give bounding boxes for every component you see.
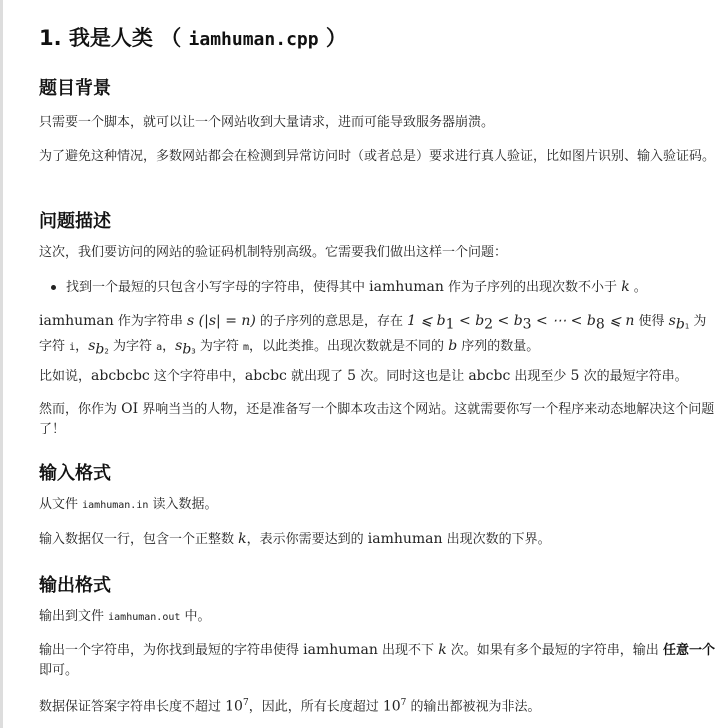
heading-output: 输出格式: [39, 575, 111, 596]
input-filename: iamhuman.in: [82, 500, 149, 511]
t: 次的最短字符串。: [579, 369, 688, 384]
t: 输入数据仅一行，包含一个正整数: [39, 532, 239, 547]
t: 10: [382, 698, 401, 715]
t: 比如说，: [39, 369, 92, 384]
t: 1 ⩽ b: [407, 313, 446, 329]
background-p2: 为了避免这种情况，多数网站都会在检测到异常访问时（或者总是）要求进行真人验证，比如图片识别、输入验证码。: [39, 149, 716, 164]
t: < ⋯ < b: [531, 313, 596, 329]
t: 5: [347, 368, 357, 384]
t: s: [187, 313, 195, 329]
t: 出现不下: [377, 643, 439, 658]
t: m: [243, 342, 250, 354]
t: 1: [445, 316, 455, 333]
t: 作为字符串: [113, 314, 188, 329]
output-filename: iamhuman.out: [108, 612, 181, 623]
t: 8: [595, 316, 605, 333]
t: 中。: [180, 609, 211, 624]
t: 次。同时这也是让: [356, 369, 469, 384]
t: 输出到文件: [39, 609, 109, 624]
t: k: [438, 642, 447, 658]
heading-input: 输入格式: [39, 463, 111, 484]
t: 3: [522, 316, 532, 333]
definition-paragraph: [39, 312, 715, 362]
page-title: [39, 22, 347, 52]
t: b: [675, 316, 685, 333]
bullet-icon: [51, 285, 56, 290]
t: abcbc: [468, 368, 511, 384]
t: 读入数据。: [148, 497, 218, 512]
t: 2: [484, 316, 494, 333]
t: (|s| = n): [194, 313, 256, 329]
t: 从文件: [39, 497, 83, 512]
t: k: [238, 531, 247, 547]
t: 使得: [634, 314, 669, 329]
heading-background: 题目背景: [39, 78, 111, 99]
t: iamhuman: [367, 531, 443, 547]
t: a: [156, 342, 163, 354]
t: ，因此，所有长度超过: [248, 699, 383, 715]
t: 3: [191, 347, 196, 356]
t: b: [448, 338, 458, 355]
t: 为字符: [39, 314, 707, 355]
t: 的子序列的意思是，存在: [255, 314, 408, 329]
description-p4: [39, 400, 715, 439]
t: 的输出都被视为非法。: [406, 699, 541, 715]
t: 次。如果有多个最短的字符串，输出: [446, 643, 663, 658]
t: b: [182, 341, 192, 358]
t: 界响当当的人物，还是准备写一个脚本攻击这个网站。这就需要你写一个程序来动态地解决这个问题了！: [39, 402, 715, 437]
t: ，以此类推。出现次数就是不同的: [249, 339, 449, 355]
t: 出现次数的下界。: [442, 532, 551, 547]
output-p2: [39, 641, 715, 680]
t: iamhuman: [39, 313, 114, 329]
t: 作为子序列的出现次数不小于: [443, 280, 622, 295]
left-border: [0, 0, 3, 728]
t: 为字符: [195, 339, 244, 355]
t: 为字符: [108, 339, 157, 355]
t: 10: [225, 698, 243, 715]
example-paragraph: [39, 367, 715, 387]
input-p1: [39, 495, 715, 516]
t: i: [69, 342, 76, 354]
t: OI: [121, 401, 139, 417]
t: 输出一个字符串，为你找到最短的字符串使得: [39, 643, 304, 658]
t: 2: [104, 347, 109, 356]
t: s: [175, 338, 183, 355]
t: ，: [162, 339, 176, 355]
t: < b: [454, 313, 485, 329]
t: iamhuman: [369, 279, 444, 295]
t: 出现至少: [510, 369, 571, 384]
output-p3: [39, 694, 715, 717]
t: b: [95, 341, 105, 358]
t: 1: [684, 322, 690, 331]
title-text: 1. 我是人类 （: [39, 26, 182, 50]
output-p1: [39, 607, 715, 628]
t: abcbcbc: [91, 368, 150, 384]
heading-description: 问题描述: [39, 211, 111, 232]
t: abcbc: [244, 368, 287, 384]
t: s: [88, 338, 96, 355]
t: 7: [400, 698, 407, 708]
t: < b: [493, 313, 523, 329]
t: 然而，你作为: [39, 402, 122, 417]
t: s: [668, 313, 676, 329]
t: k: [621, 279, 630, 295]
t: 任意一个: [662, 643, 715, 658]
input-p2: [39, 530, 715, 550]
t: ，: [75, 339, 89, 355]
t: 即可。: [39, 662, 79, 678]
t: 7: [242, 698, 249, 708]
title-suffix: ）: [325, 26, 347, 50]
t: ⩽ n: [604, 313, 635, 329]
t: ，表示你需要达到的: [246, 532, 368, 547]
t: 。: [629, 280, 647, 295]
t: 数据保证答案字符串长度不超过: [39, 699, 226, 715]
t: iamhuman: [303, 642, 378, 658]
t: 5: [570, 368, 580, 384]
background-p1: 只需要一个脚本，就可以让一个网站收到大量请求，进而可能导致服务器崩溃。: [39, 115, 495, 130]
title-filename: iamhuman.cpp: [188, 29, 319, 50]
description-p1: 这次，我们要访问的网站的验证码机制特别高级。它需要我们做出这样一个问题：: [39, 245, 508, 260]
t: 这个字符串中，: [149, 369, 245, 384]
t: 找到一个最短的只包含小写字母的字符串，使得其中: [66, 280, 370, 295]
t: 就出现了: [286, 369, 348, 384]
t: 序列的数量。: [457, 339, 540, 355]
